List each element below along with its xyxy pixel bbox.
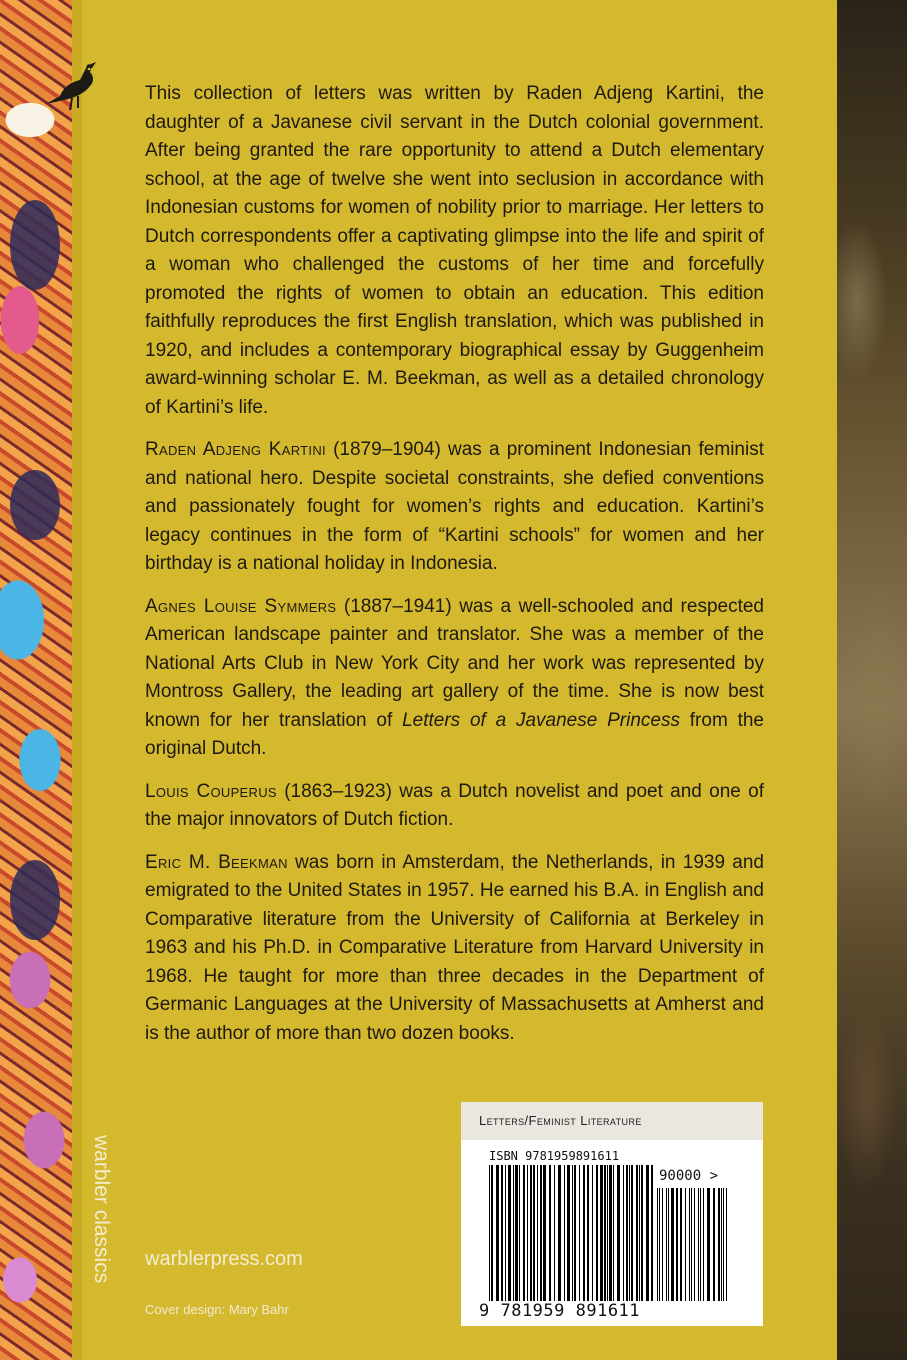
barcode-bar (604, 1165, 606, 1301)
bio-text: was born in Amsterdam, the Netherlands, in 1939 and emigrated to the United States in 1957. He earned his B.A. in English and Comparative literature from the University of California at Berkeley in 1963 and his Ph.D. in Comparative Literature from Harvard University in 1968. He taught for more than three decades in the Department of Germanic Languages at the University of Massachusetts at Amherst and is the author of more than two dozen books. (145, 851, 764, 1044)
barcode-bar (579, 1165, 580, 1301)
barcode-bar (600, 1165, 603, 1301)
publisher-website[interactable]: warblerpress.com (145, 1248, 303, 1270)
barcode-bar (540, 1165, 542, 1301)
book-description: This collection of letters was written by Raden Adjeng Kartini, the daughter of a Javanese civil servant in the Dutch colonial government. After being granted the rare opportunity to attend a Dutch elementary school, at the age of twelve she went into seclusion in accordance with Indonesian customs for women of nobility prior to marriage. Her letters to Dutch correspondents offer a captivating glimpse into the life and spirit of a woman who challenged the customs of her time and forcefully promoted the rights of women to obtain an education. This edition faithfully reproduces the first English translation, which was published in 1920, and includes a contemporary biographical essay by Guggenheim award-winning scholar E. M. Beekman, as well as a detailed chronology of Kartini’s life. (145, 83, 764, 418)
barcode-bar (639, 1165, 640, 1301)
bio-kartini (145, 436, 764, 579)
barcode-bar (726, 1188, 727, 1301)
barcode-bar (623, 1165, 624, 1301)
bio-couperus (145, 778, 764, 835)
barcode-bar (646, 1165, 649, 1301)
barcode-bar (680, 1188, 682, 1301)
category-label: Letters/Feminist Literature (461, 1102, 763, 1140)
barcode-bar (691, 1188, 692, 1301)
barcode-bar (631, 1165, 633, 1301)
bio-symmers (145, 593, 764, 764)
barcode-bar (533, 1165, 535, 1301)
spine-edge (72, 0, 82, 1360)
barcode-main (489, 1165, 655, 1301)
bio-text: (1887–1941) was a well-schooled and respected American landscape painter and translator. She was a member of the National Arts Club in New York City and her work was represented by Montross Gallery, the leading art gallery of the time. She is now best known for her translation of (145, 595, 764, 731)
barcode-bar (721, 1188, 722, 1301)
barcode-bar (662, 1188, 663, 1301)
barcode-bar (519, 1165, 520, 1301)
barcode-bar (583, 1165, 585, 1301)
batik-pattern-border (0, 0, 72, 1360)
barcode-bar (489, 1165, 490, 1301)
barcode-bar (657, 1188, 658, 1301)
barcode-bar (587, 1165, 589, 1301)
barcode-bar (626, 1165, 628, 1301)
barcode-bar (505, 1165, 506, 1301)
barcode-bar (527, 1165, 528, 1301)
warbler-bird-logo-icon (42, 56, 102, 116)
barcode-bar (508, 1165, 511, 1301)
barcode-bar (694, 1188, 695, 1301)
barcode-bar (613, 1165, 614, 1301)
barcode-bar (558, 1165, 561, 1301)
bio-name: Eric M. Beekman (145, 851, 288, 873)
barcode-bar (567, 1165, 570, 1301)
barcode-bar (496, 1165, 499, 1301)
barcode-panel (461, 1102, 763, 1326)
barcode-bar (718, 1188, 720, 1301)
barcode-bar (515, 1165, 518, 1301)
book-title-italic: Letters of a Javanese Princess (402, 709, 680, 731)
barcode-bar (698, 1188, 699, 1301)
barcode-bar (671, 1188, 674, 1301)
barcode-bar (513, 1165, 514, 1301)
barcode-bar (689, 1188, 690, 1301)
barcode-bar (641, 1165, 643, 1301)
barcode-bar (609, 1165, 612, 1301)
isbn-digits: 9 781959 891611 (479, 1301, 641, 1321)
bio-name: Raden Adjeng Kartini (145, 439, 326, 460)
painting-edge (837, 0, 907, 1360)
price-code: 90000 > (659, 1168, 719, 1184)
barcode-addon (657, 1188, 731, 1301)
bio-text: (1863–1923) was a Dutch novelist and poet and one of the major innovators of Dutch fiction. (145, 780, 765, 830)
barcode-bar (549, 1165, 551, 1301)
barcode-bar (668, 1188, 669, 1301)
barcode-bar (659, 1188, 660, 1301)
barcode-bar (703, 1188, 704, 1301)
barcode-bar (501, 1165, 503, 1301)
barcode-bar (700, 1188, 701, 1301)
bio-beekman (145, 849, 764, 1049)
barcode-bar (574, 1165, 576, 1301)
barcode-bar (707, 1188, 710, 1301)
barcode-bar (723, 1188, 724, 1301)
bio-name: Agnes Louise Symmers (145, 595, 337, 617)
imprint-spine-text (88, 1135, 118, 1325)
barcode-bar (607, 1165, 608, 1301)
barcode-bar (629, 1165, 630, 1301)
bio-text: (1879–1904) was a prominent Indonesian feminist and national hero. Despite societal constraints, she defied conventions and passionately fought for women’s rights and education. Kartini’s legacy continues in the form of “Kartini schools” for women and her birthday is a national holiday in Indonesia. (145, 439, 764, 574)
barcode-bar (596, 1165, 598, 1301)
barcode-bar (537, 1165, 538, 1301)
barcode-bar (523, 1165, 525, 1301)
barcode-bar (543, 1165, 546, 1301)
bio-text-end: from the original Dutch. (145, 709, 764, 759)
barcode-bar (636, 1165, 638, 1301)
barcode-bar (713, 1188, 715, 1301)
barcode-bar (491, 1165, 493, 1301)
barcode-bar (666, 1188, 667, 1301)
bio-name: Louis Couperus (145, 780, 277, 802)
back-cover-text (145, 80, 764, 1062)
isbn-label: ISBN 9781959891611 (489, 1149, 620, 1163)
barcode-bar (651, 1165, 653, 1301)
barcode-bar (554, 1165, 555, 1301)
imprint-label: warbler classics (90, 1135, 113, 1284)
barcode-bar (530, 1165, 532, 1301)
barcode-bar (617, 1165, 620, 1301)
barcode-bar (676, 1188, 678, 1301)
barcode-bar (572, 1165, 573, 1301)
barcode-bar (564, 1165, 565, 1301)
barcode-bar (592, 1165, 593, 1301)
cover-design-credit: Cover design: Mary Bahr (145, 1302, 289, 1317)
barcode-bar (685, 1188, 686, 1301)
